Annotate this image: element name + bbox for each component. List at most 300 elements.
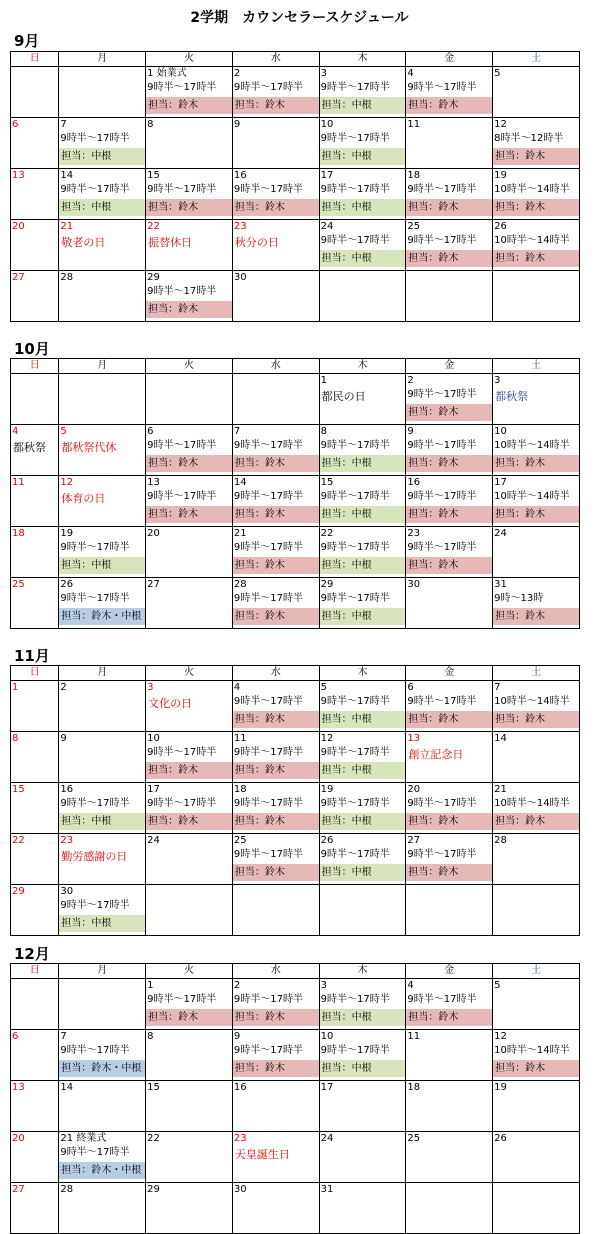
day-cell (232, 681, 319, 732)
day-cell (232, 979, 319, 1030)
hours-text: 9時半～17時半 (320, 849, 390, 860)
hours-text: 9時半～17時半 (147, 440, 217, 451)
day-number: 12 (494, 1031, 507, 1042)
day-cell (406, 1183, 493, 1234)
staff-label: 担当：鈴木 (146, 97, 232, 114)
day-cell (146, 67, 233, 118)
day-cell (319, 885, 406, 936)
day-number: 15 (147, 170, 160, 181)
day-number: 14 (60, 170, 74, 181)
day-cell (146, 220, 233, 271)
hours-text: 9時半～17時半 (233, 747, 304, 758)
day-cell (11, 732, 59, 783)
staff-label: 担当：鈴木 (493, 711, 579, 728)
staff-label: 担当：鈴木 (406, 199, 492, 216)
weekday-header-row (11, 666, 580, 681)
hours-text: 10時半～14時半 (494, 1045, 570, 1056)
staff-label: 担当：鈴木 (406, 813, 492, 830)
day-cell (493, 783, 580, 834)
staff-label: 担当：中根 (320, 506, 406, 523)
day-number: 17 (147, 784, 160, 795)
day-cell (319, 425, 406, 476)
weekday-header: 水 (232, 359, 319, 374)
day-number: 15 (12, 784, 25, 795)
day-cell (11, 220, 59, 271)
day-number: 26 (494, 221, 507, 232)
day-cell (146, 527, 233, 578)
hours-text: 9時半～17時半 (320, 82, 390, 93)
day-number: 10 (147, 733, 160, 744)
day-cell (232, 118, 319, 169)
weekday-header: 木 (319, 52, 406, 67)
day-cell (493, 118, 580, 169)
day-number: 6 (407, 682, 414, 693)
hours-text: 9時半～17時半 (320, 696, 390, 707)
hours-text: 9時半～17時半 (320, 994, 390, 1005)
day-number: 25 (12, 579, 25, 590)
day-number: 16 (60, 784, 74, 795)
day-cell (493, 476, 580, 527)
month-label: 11月 (14, 647, 50, 665)
day-cell (319, 783, 406, 834)
day-number: 7 (60, 119, 67, 130)
week-row (11, 220, 580, 271)
hours-text: 9時半～17時半 (60, 542, 130, 553)
day-number: 14 (60, 1082, 74, 1093)
day-cell (493, 1132, 580, 1183)
day-cell (11, 578, 59, 629)
staff-label: 担当：鈴木 (406, 404, 492, 421)
day-number: 5 (320, 682, 328, 693)
staff-label: 担当：鈴木 (233, 813, 319, 830)
day-number: 24 (494, 528, 507, 539)
hours-text: 9時半～17時半 (147, 286, 217, 297)
staff-label: 担当：鈴木 (233, 1009, 319, 1026)
day-number: 25 (233, 835, 247, 846)
day-cell (232, 578, 319, 629)
day-number: 30 (233, 272, 247, 283)
day-number: 10 (320, 1031, 334, 1042)
day-cell (406, 834, 493, 885)
hours-text: 9時半～17時半 (60, 133, 130, 144)
day-number: 11 (407, 1031, 421, 1042)
day-number: 14 (494, 733, 507, 744)
day-number: 18 (233, 784, 247, 795)
day-cell (146, 271, 233, 322)
hours-text: 9時半～17時半 (60, 900, 130, 911)
day-number: 18 (407, 1082, 421, 1093)
day-number: 26 (60, 579, 74, 590)
day-cell (11, 1183, 59, 1234)
day-number: 28 (233, 579, 247, 590)
day-number: 4 (233, 682, 241, 693)
day-cell (493, 271, 580, 322)
day-number: 5 (494, 68, 501, 79)
day-number: 23 (407, 528, 421, 539)
day-number: 6 (147, 426, 154, 437)
hours-text: 9時半～17時半 (233, 1045, 304, 1056)
day-number: 16 (233, 170, 247, 181)
day-number: 23 (233, 1133, 247, 1144)
day-cell (493, 374, 580, 425)
day-number: 18 (12, 528, 25, 539)
week-row (11, 476, 580, 527)
staff-label: 担当：中根 (320, 199, 406, 216)
day-number: 6 (12, 1031, 19, 1042)
day-number: 29 (147, 272, 160, 283)
month-label: 10月 (14, 340, 50, 358)
day-cell (11, 1132, 59, 1183)
day-cell (232, 476, 319, 527)
staff-label: 担当：鈴木 (493, 608, 579, 625)
staff-label: 担当：鈴木 (146, 1009, 232, 1026)
hours-text: 9時半～17時半 (147, 747, 217, 758)
day-number: 11 (233, 733, 247, 744)
day-number: 30 (407, 579, 421, 590)
day-number: 28 (60, 272, 74, 283)
day-number: 20 (407, 784, 421, 795)
hours-text: 9時半～17時半 (320, 184, 390, 195)
day-cell (11, 681, 59, 732)
hours-text: 8時半～12時半 (494, 133, 564, 144)
weekday-header: 水 (232, 52, 319, 67)
day-number: 27 (12, 1184, 25, 1195)
weekday-header: 土 (493, 359, 580, 374)
day-cell (11, 271, 59, 322)
staff-label: 担当：鈴木 (146, 455, 232, 472)
staff-label: 担当：鈴木・中根 (59, 1162, 145, 1179)
day-cell (59, 1183, 146, 1234)
hours-text: 9時半～17時半 (147, 491, 217, 502)
week-row (11, 527, 580, 578)
day-cell (232, 1081, 319, 1132)
hours-text: 9時半～17時半 (233, 440, 304, 451)
day-cell (59, 67, 146, 118)
day-number: 20 (12, 221, 25, 232)
day-number: 3 (320, 68, 328, 79)
day-cell (406, 527, 493, 578)
day-number: 5 (60, 426, 67, 437)
hours-text: 10時半～14時半 (494, 440, 570, 451)
week-row (11, 979, 580, 1030)
week-row (11, 118, 580, 169)
hours-text: 9時半～17時半 (147, 994, 217, 1005)
page-title: 2学期 カウンセラースケジュール (190, 10, 409, 26)
day-number: 3 (494, 375, 501, 386)
day-number: 15 (320, 477, 334, 488)
day-cell (232, 732, 319, 783)
day-number: 1 (147, 980, 154, 991)
staff-label: 担当：鈴木 (406, 557, 492, 574)
day-cell (406, 1030, 493, 1081)
day-cell (319, 118, 406, 169)
day-number: 21 終業式 (60, 1133, 107, 1144)
day-number: 29 (147, 1184, 160, 1195)
day-cell (146, 1081, 233, 1132)
hours-text: 9時半～17時半 (320, 593, 390, 604)
staff-label: 担当：鈴木 (146, 301, 232, 318)
staff-label: 担当：鈴木 (233, 455, 319, 472)
day-cell (319, 169, 406, 220)
staff-label: 担当：中根 (320, 250, 406, 267)
day-number: 24 (320, 1133, 334, 1144)
day-number: 17 (494, 477, 507, 488)
day-number: 7 (494, 682, 501, 693)
day-number: 29 (12, 886, 25, 897)
day-cell (493, 425, 580, 476)
staff-label: 担当：中根 (320, 97, 406, 114)
day-cell (493, 527, 580, 578)
holiday-label: 秋分の日 (234, 236, 279, 249)
day-cell (232, 1183, 319, 1234)
weekday-header-row (11, 52, 580, 67)
staff-label: 担当：中根 (59, 813, 145, 830)
day-cell (319, 578, 406, 629)
day-number: 19 (494, 170, 507, 181)
hours-text: 9時半～17時半 (233, 593, 304, 604)
hours-text: 9時半～17時半 (60, 184, 130, 195)
holiday-label: 創立記念日 (408, 748, 464, 761)
day-number: 22 (147, 221, 160, 232)
day-cell (406, 271, 493, 322)
staff-label: 担当：鈴木 (233, 711, 319, 728)
weekday-header: 金 (406, 964, 493, 979)
weekday-header: 日 (11, 52, 59, 67)
day-cell (59, 220, 146, 271)
week-row (11, 885, 580, 936)
month-calendar (10, 358, 580, 629)
day-number: 8 (320, 426, 328, 437)
day-cell (232, 834, 319, 885)
day-number: 14 (233, 477, 247, 488)
day-cell (146, 425, 233, 476)
day-cell (59, 527, 146, 578)
week-row (11, 425, 580, 476)
day-cell (319, 374, 406, 425)
day-number: 29 (320, 579, 334, 590)
staff-label: 担当：中根 (59, 199, 145, 216)
day-number: 21 (60, 221, 74, 232)
staff-label: 担当：鈴木・中根 (59, 1060, 145, 1077)
week-row (11, 1132, 580, 1183)
day-cell (59, 578, 146, 629)
staff-label: 担当：中根 (320, 1060, 406, 1077)
day-number: 4 (407, 980, 414, 991)
day-cell (406, 476, 493, 527)
hours-text: 9時半～17時半 (60, 593, 130, 604)
day-cell (493, 578, 580, 629)
staff-label: 担当：中根 (320, 1009, 406, 1026)
day-number: 13 (147, 477, 160, 488)
staff-label: 担当：鈴木 (406, 1009, 492, 1026)
day-number: 2 (233, 68, 241, 79)
day-cell (59, 783, 146, 834)
day-cell (11, 118, 59, 169)
day-cell (59, 169, 146, 220)
week-row (11, 578, 580, 629)
day-number: 15 (147, 1082, 160, 1093)
day-cell (11, 979, 59, 1030)
hours-text: 9時半～17時半 (320, 440, 390, 451)
day-cell (319, 834, 406, 885)
day-number: 23 (233, 221, 247, 232)
day-number: 13 (407, 733, 421, 744)
day-cell (406, 578, 493, 629)
hours-text: 9時半～17時半 (233, 184, 304, 195)
weekday-header: 土 (493, 666, 580, 681)
day-number: 9 (233, 1031, 241, 1042)
day-cell (146, 578, 233, 629)
day-cell (146, 834, 233, 885)
day-cell (493, 1081, 580, 1132)
day-number: 17 (320, 1082, 334, 1093)
hours-text: 9時半～17時半 (60, 798, 130, 809)
day-number: 19 (60, 528, 74, 539)
hours-text: 9時半～17時半 (407, 82, 477, 93)
day-cell (406, 1081, 493, 1132)
day-number: 24 (320, 221, 334, 232)
hours-text: 10時半～14時半 (494, 696, 570, 707)
staff-label: 担当：鈴木 (233, 199, 319, 216)
staff-label: 担当：鈴木 (493, 813, 579, 830)
day-number: 21 (494, 784, 507, 795)
day-number: 19 (320, 784, 334, 795)
month-label: 9月 (14, 32, 40, 50)
day-number: 8 (147, 119, 154, 130)
staff-label: 担当：鈴木 (493, 148, 579, 165)
day-cell (493, 1183, 580, 1234)
weekday-header: 火 (146, 359, 233, 374)
staff-label: 担当：中根 (320, 455, 406, 472)
day-cell (493, 67, 580, 118)
day-number: 1 (320, 375, 328, 386)
day-number: 27 (147, 579, 160, 590)
holiday-label: 都秋祭 (13, 441, 46, 454)
day-cell (11, 834, 59, 885)
day-cell (232, 220, 319, 271)
staff-label: 担当：鈴木・中根 (59, 608, 145, 625)
day-cell (406, 169, 493, 220)
day-cell (59, 1030, 146, 1081)
day-cell (319, 1183, 406, 1234)
day-cell (11, 1081, 59, 1132)
weekday-header: 火 (146, 52, 233, 67)
day-number: 25 (407, 1133, 421, 1144)
day-number: 27 (12, 272, 25, 283)
hours-text: 9時半～17時半 (233, 798, 304, 809)
day-cell (319, 1081, 406, 1132)
day-number: 13 (12, 170, 25, 181)
day-cell (146, 169, 233, 220)
hours-text: 9時半～17時半 (60, 1147, 130, 1158)
day-number: 18 (407, 170, 421, 181)
day-number: 30 (60, 886, 74, 897)
day-number: 20 (147, 528, 160, 539)
day-cell (319, 681, 406, 732)
day-cell (11, 885, 59, 936)
week-row (11, 834, 580, 885)
day-number: 28 (494, 835, 507, 846)
staff-label: 担当：鈴木 (493, 1060, 579, 1077)
hours-text: 9時半～17時半 (407, 440, 477, 451)
day-cell (232, 527, 319, 578)
staff-label: 担当：中根 (320, 762, 406, 779)
staff-label: 担当：中根 (320, 864, 406, 881)
day-cell (11, 783, 59, 834)
week-row (11, 67, 580, 118)
day-cell (146, 1132, 233, 1183)
hours-text: 9時半～17時半 (407, 542, 477, 553)
day-cell (232, 169, 319, 220)
day-number: 2 (233, 980, 241, 991)
holiday-label: 敬老の日 (61, 236, 106, 249)
day-cell (59, 118, 146, 169)
day-cell (232, 1132, 319, 1183)
day-cell (406, 220, 493, 271)
staff-label: 担当：鈴木 (493, 250, 579, 267)
day-number: 7 (60, 1031, 67, 1042)
hours-text: 9時半～17時半 (407, 798, 477, 809)
hours-text: 9時半～17時半 (233, 542, 304, 553)
day-number: 12 (494, 119, 507, 130)
day-cell (146, 476, 233, 527)
hours-text: 9時半～17時半 (147, 184, 217, 195)
holiday-label: 都秋祭 (495, 390, 529, 403)
day-cell (319, 979, 406, 1030)
staff-label: 担当：鈴木 (493, 199, 579, 216)
day-cell (319, 1030, 406, 1081)
day-number: 28 (60, 1184, 74, 1195)
day-number: 6 (12, 119, 19, 130)
holiday-label: 文化の日 (148, 697, 193, 710)
staff-label: 担当：鈴木 (233, 1060, 319, 1077)
weekday-header: 日 (11, 359, 59, 374)
day-cell (493, 681, 580, 732)
weekday-header: 木 (319, 964, 406, 979)
day-cell (11, 374, 59, 425)
day-cell (406, 732, 493, 783)
day-cell (11, 476, 59, 527)
day-number: 12 (60, 477, 74, 488)
weekday-header: 水 (232, 964, 319, 979)
staff-label: 担当：鈴木 (233, 557, 319, 574)
day-cell (59, 271, 146, 322)
staff-label: 担当：中根 (320, 711, 406, 728)
day-number: 8 (147, 1031, 154, 1042)
week-row (11, 1081, 580, 1132)
day-number: 24 (147, 835, 160, 846)
weekday-header: 土 (493, 52, 580, 67)
day-cell (232, 425, 319, 476)
hours-text: 9時半～17時半 (407, 235, 477, 246)
day-cell (146, 118, 233, 169)
day-number: 9 (407, 426, 414, 437)
day-number: 10 (320, 119, 334, 130)
day-cell (406, 885, 493, 936)
day-number: 11 (407, 119, 421, 130)
holiday-label: 体育の日 (61, 492, 106, 505)
week-row (11, 374, 580, 425)
day-cell (406, 1132, 493, 1183)
hours-text: 9時半～17時半 (147, 82, 217, 93)
day-number: 31 (320, 1184, 334, 1195)
hours-text: 9時半～17時半 (407, 994, 477, 1005)
day-cell (232, 271, 319, 322)
hours-text: 9時半～17時半 (233, 82, 304, 93)
staff-label: 担当：鈴木 (146, 762, 232, 779)
day-number: 4 (12, 426, 19, 437)
month-calendar (10, 665, 580, 936)
